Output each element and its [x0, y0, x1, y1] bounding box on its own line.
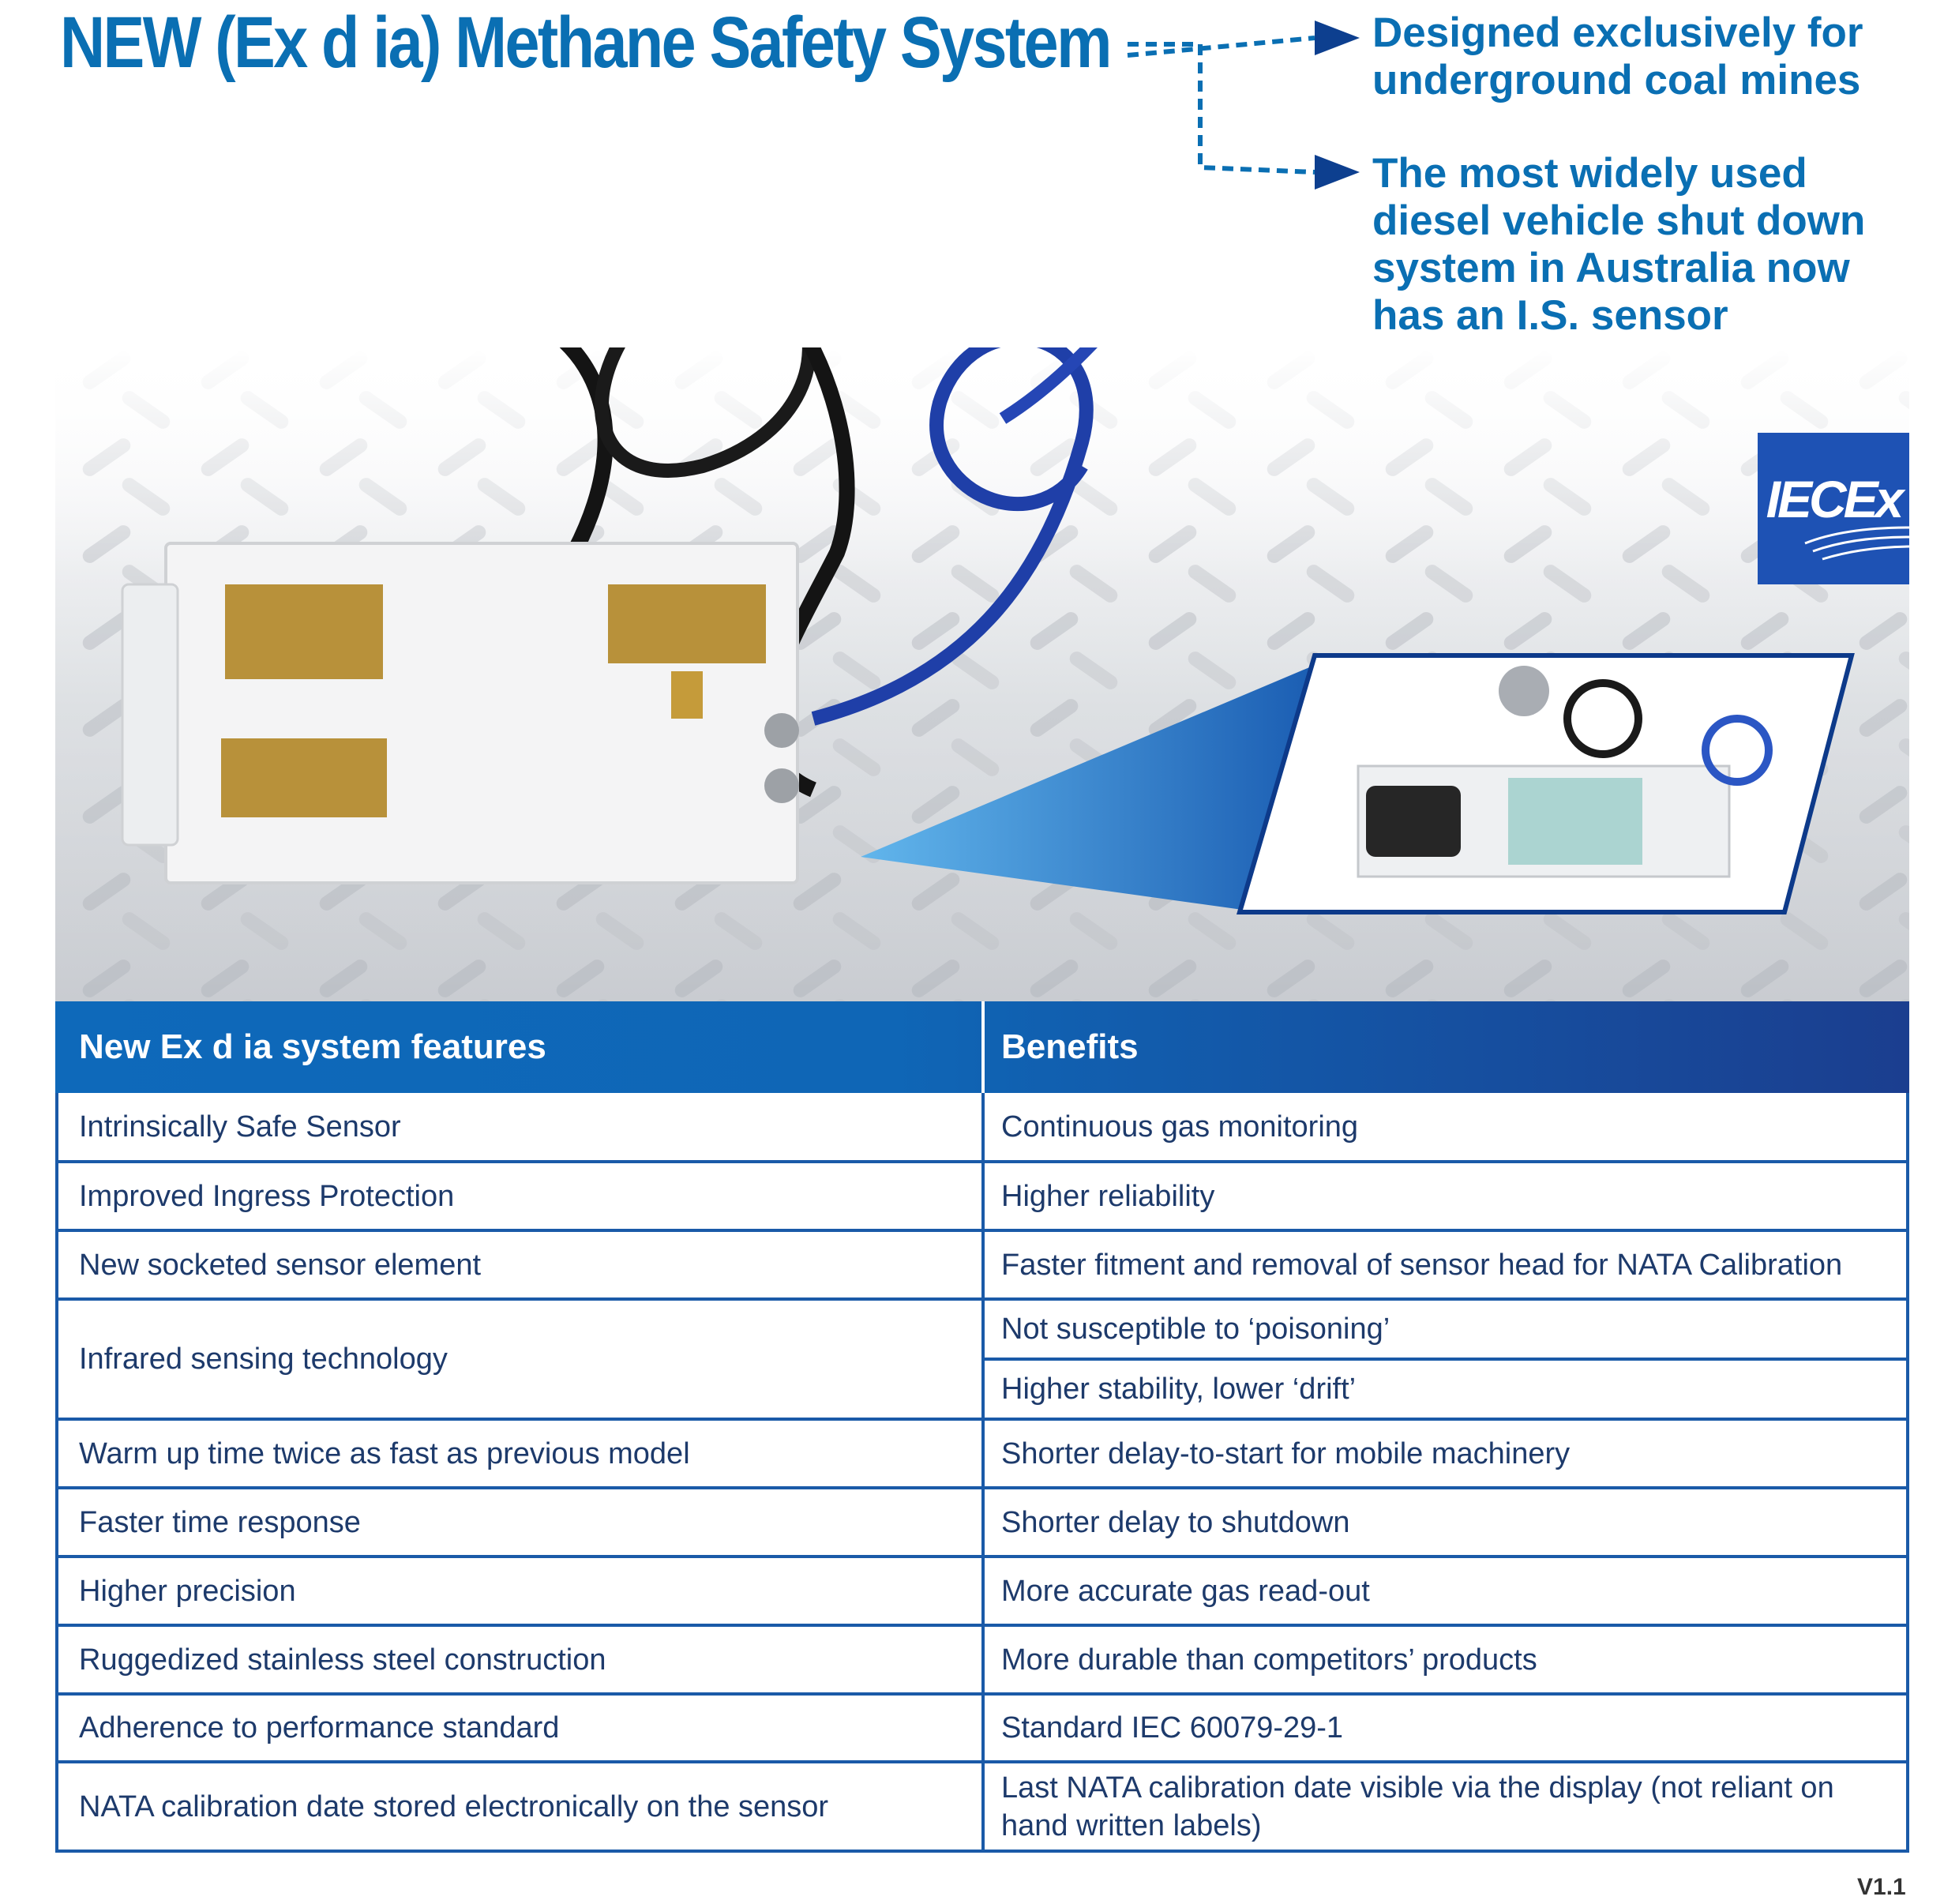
features-benefits-table [55, 1001, 1909, 1853]
product-photo [55, 347, 1909, 1001]
table-header [55, 1001, 1909, 1093]
iecex-swoosh-icon [1758, 433, 1909, 584]
benefit-cell: Continuous gas monitoring [1001, 1110, 1359, 1144]
feature-cell: Higher precision [79, 1574, 296, 1608]
feature-cell: Improved Ingress Protection [79, 1179, 455, 1213]
benefit-cell: Standard IEC 60079-29-1 [1001, 1711, 1344, 1744]
product-illustration [55, 347, 1909, 1001]
table-row [55, 1763, 1909, 1853]
header-divider [981, 1001, 985, 1093]
benefit-cell: Higher reliability [1001, 1179, 1215, 1213]
benefit-cell: Faster fitment and removal of sensor head for NATA Calibration [1001, 1248, 1843, 1282]
feature-cell: Infrared sensing technology [79, 1343, 448, 1376]
table-row [55, 1421, 1909, 1489]
callout-is-sensor: The most widely used diesel vehicle shut down system in Australia now has an I.S. sensor [1372, 150, 1866, 339]
callout-coal-mines: Designed exclusively for underground coal mines [1372, 9, 1863, 103]
iecex-logo-text: IECEx [1766, 470, 1901, 528]
column-header-features: New Ex d ia system features [79, 1027, 546, 1066]
iecex-logo [1758, 433, 1909, 584]
table-row [55, 1301, 1909, 1421]
table-row [55, 1232, 1909, 1301]
benefit-cell: Not susceptible to ‘poisoning’ [1001, 1313, 1390, 1346]
benefit-cell: Last NATA calibration date visible via the display (not reliant on hand written labels) [1001, 1771, 1834, 1842]
page-title: NEW (Ex d ia) Methane Safety System [60, 2, 1110, 83]
benefit-cell: Shorter delay to shutdown [1001, 1505, 1350, 1539]
feature-cell: Faster time response [79, 1505, 361, 1539]
table-row [55, 1093, 1909, 1163]
table-row [55, 1558, 1909, 1627]
feature-cell: New socketed sensor element [79, 1248, 482, 1282]
feature-cell: NATA calibration date stored electronically on the sensor [79, 1789, 829, 1823]
feature-cell: Ruggedized stainless steel construction [79, 1643, 606, 1677]
feature-cell: Warm up time twice as fast as previous model [79, 1436, 690, 1470]
table-row [55, 1163, 1909, 1232]
control-enclosure [122, 543, 799, 883]
benefit-cell: Higher stability, lower ‘drift’ [1001, 1373, 1357, 1406]
feature-cell: Adherence to performance standard [79, 1711, 560, 1744]
table-row [55, 1696, 1909, 1763]
benefit-cell: More durable than competitors’ products [1001, 1643, 1537, 1677]
benefit-cell: More accurate gas read-out [1001, 1574, 1370, 1608]
feature-cell: Intrinsically Safe Sensor [79, 1110, 401, 1144]
inset-photo [1240, 655, 1852, 912]
column-header-benefits: Benefits [1001, 1027, 1139, 1066]
table-row [55, 1627, 1909, 1696]
benefit-cell: Shorter delay-to-start for mobile machinery [1001, 1436, 1571, 1470]
table-row [55, 1489, 1909, 1558]
version-label: V1.1 [1857, 1874, 1906, 1900]
